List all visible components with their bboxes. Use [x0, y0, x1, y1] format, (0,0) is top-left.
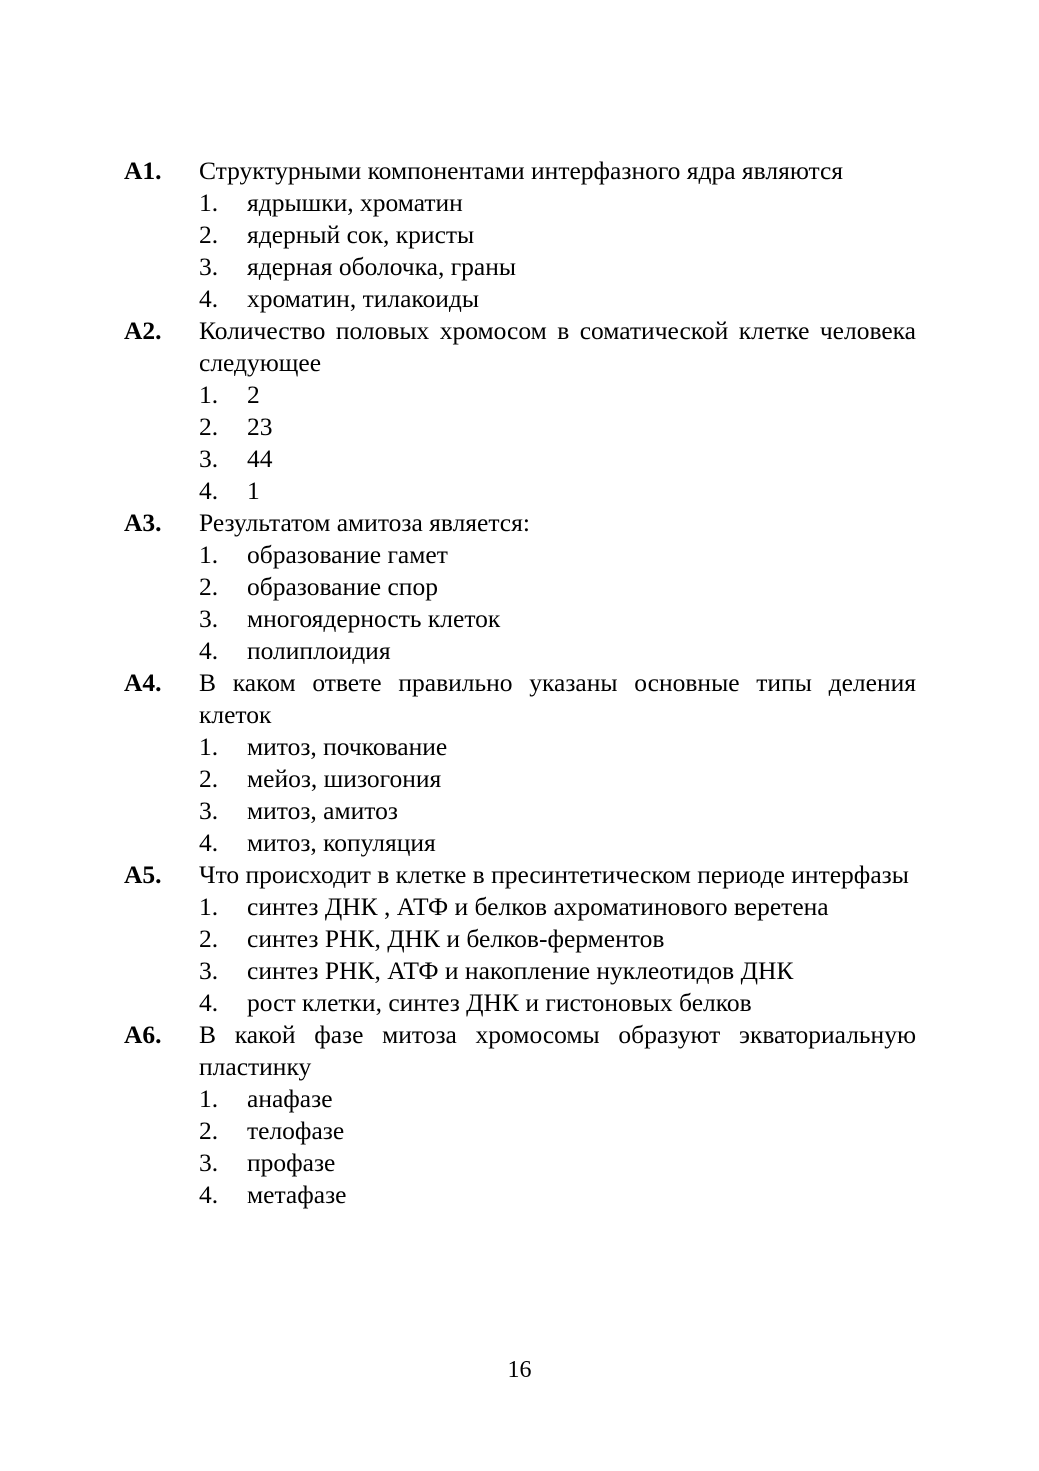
answer-option	[124, 411, 916, 443]
answer-option	[124, 923, 916, 955]
question-a6	[124, 1019, 916, 1211]
question-header	[124, 859, 916, 891]
question-text: Структурными компонентами интерфазного ядра являются	[199, 156, 844, 185]
question-list	[124, 155, 916, 1211]
answer-option	[124, 571, 916, 603]
option-number: 1.	[199, 732, 219, 761]
answer-option	[124, 731, 916, 763]
option-text: митоз, почкование	[247, 732, 448, 761]
answer-option	[124, 1115, 916, 1147]
option-number: 1.	[199, 892, 219, 921]
option-number: 1.	[199, 1084, 219, 1113]
answer-option	[124, 475, 916, 507]
option-text: многоядерность клеток	[247, 604, 501, 633]
option-number: 3.	[199, 796, 219, 825]
page-number: 16	[507, 1357, 532, 1383]
answer-option	[124, 763, 916, 795]
question-a3	[124, 507, 916, 667]
option-text: образование спор	[247, 572, 438, 601]
answer-option	[124, 795, 916, 827]
option-text: ядерная оболочка, граны	[247, 252, 516, 281]
option-number: 2.	[199, 924, 219, 953]
question-number: А3.	[124, 508, 162, 537]
answer-options	[124, 1083, 916, 1211]
option-number: 4.	[199, 476, 219, 505]
question-text: Что происходит в клетке в пресинтетическом периоде интерфазы	[199, 860, 909, 889]
option-text: ядрышки, хроматин	[247, 188, 463, 217]
question-a5	[124, 859, 916, 1019]
answer-option	[124, 443, 916, 475]
question-number: А5.	[124, 860, 162, 889]
option-number: 2.	[199, 412, 219, 441]
option-number: 3.	[199, 1148, 219, 1177]
answer-option	[124, 283, 916, 315]
answer-option	[124, 827, 916, 859]
question-header	[124, 155, 916, 187]
answer-option	[124, 955, 916, 987]
option-text: мейоз, шизогония	[247, 764, 442, 793]
question-number: А2.	[124, 316, 162, 345]
option-text: митоз, амитоз	[247, 796, 398, 825]
option-text: образование гамет	[247, 540, 448, 569]
option-text: метафазе	[247, 1180, 347, 1209]
question-number: А4.	[124, 668, 162, 697]
option-number: 2.	[199, 572, 219, 601]
option-number: 4.	[199, 988, 219, 1017]
option-number: 3.	[199, 252, 219, 281]
option-number: 4.	[199, 828, 219, 857]
option-text: синтез РНК, ДНК и белков-ферментов	[247, 924, 665, 953]
option-number: 3.	[199, 604, 219, 633]
option-text: профазе	[247, 1148, 336, 1177]
option-number: 1.	[199, 188, 219, 217]
option-number: 4.	[199, 636, 219, 665]
option-text: телофазе	[247, 1116, 345, 1145]
answer-option	[124, 379, 916, 411]
option-text: полиплоидия	[247, 636, 391, 665]
question-a1	[124, 155, 916, 315]
option-number: 2.	[199, 1116, 219, 1145]
question-header	[124, 667, 916, 731]
option-number: 3.	[199, 444, 219, 473]
option-text: рост клетки, синтез ДНК и гистоновых белков	[247, 988, 752, 1017]
question-header	[124, 507, 916, 539]
answer-options	[124, 891, 916, 1019]
option-text: 2	[247, 380, 260, 409]
option-text: 23	[247, 412, 273, 441]
question-header	[124, 1019, 916, 1083]
question-text: В каком ответе правильно указаны основные типы деления клеток	[199, 668, 916, 729]
answer-option	[124, 635, 916, 667]
answer-option	[124, 539, 916, 571]
answer-option	[124, 603, 916, 635]
option-text: 1	[247, 476, 260, 505]
question-header	[124, 315, 916, 379]
answer-options	[124, 379, 916, 507]
option-number: 2.	[199, 764, 219, 793]
option-text: хроматин, тилакоиды	[247, 284, 480, 313]
answer-option	[124, 1083, 916, 1115]
answer-option	[124, 891, 916, 923]
option-number: 4.	[199, 284, 219, 313]
option-number: 2.	[199, 220, 219, 249]
answer-options	[124, 187, 916, 315]
question-text: Количество половых хромосом в соматической клетке человека следующее	[199, 316, 916, 377]
question-text: Результатом амитоза является:	[199, 508, 530, 537]
question-a4	[124, 667, 916, 859]
answer-option	[124, 1147, 916, 1179]
question-number: А6.	[124, 1020, 162, 1049]
option-text: синтез ДНК , АТФ и белков ахроматинового веретена	[247, 892, 829, 921]
answer-options	[124, 731, 916, 859]
answer-options	[124, 539, 916, 667]
answer-option	[124, 251, 916, 283]
option-number: 4.	[199, 1180, 219, 1209]
answer-option	[124, 1179, 916, 1211]
answer-option	[124, 987, 916, 1019]
question-text: В какой фазе митоза хромосомы образуют экваториальную пластинку	[199, 1020, 916, 1081]
option-text: митоз, копуляция	[247, 828, 436, 857]
question-a2	[124, 315, 916, 507]
option-number: 1.	[199, 380, 219, 409]
answer-option	[124, 219, 916, 251]
option-text: 44	[247, 444, 273, 473]
answer-option	[124, 187, 916, 219]
option-text: анафазе	[247, 1084, 333, 1113]
option-text: синтез РНК, АТФ и накопление нуклеотидов ДНК	[247, 956, 794, 985]
option-text: ядерный сок, кристы	[247, 220, 475, 249]
option-number: 1.	[199, 540, 219, 569]
option-number: 3.	[199, 956, 219, 985]
question-number: А1.	[124, 156, 162, 185]
